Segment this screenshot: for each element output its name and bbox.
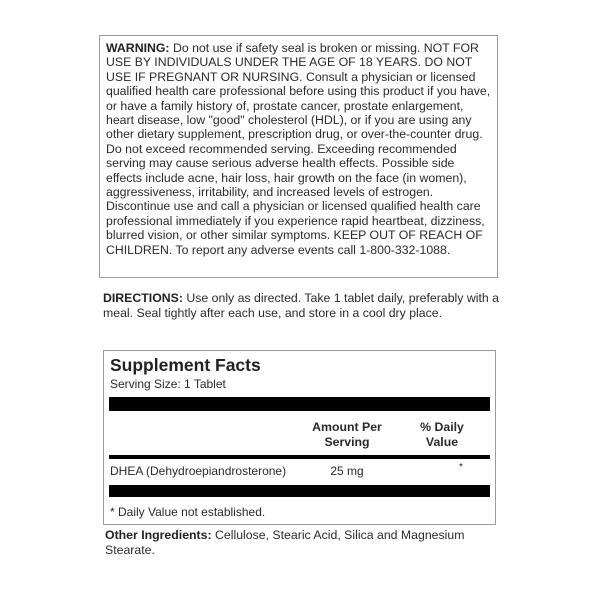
serving-size: Serving Size: 1 Tablet — [110, 377, 226, 391]
ingredient-amount: 25 mg — [330, 464, 364, 478]
other-ingredients — [105, 528, 505, 557]
amount-header-line1: Amount Per — [312, 420, 382, 434]
facts-title: Supplement Facts — [110, 355, 261, 375]
dv-header-line1: % Daily — [420, 420, 464, 434]
ingredient-daily-value: * — [459, 462, 463, 473]
amount-header-line2: Serving — [324, 435, 370, 449]
facts-divider-bar-bottom — [109, 485, 490, 497]
daily-value-header — [401, 420, 483, 450]
directions-label: DIRECTIONS: — [103, 291, 183, 305]
warning-box — [99, 35, 498, 278]
other-ingredients-text: Cellulose, Stearic Acid, Silica and Magnesium Stearate. — [105, 528, 465, 557]
ingredient-name: DHEA (Dehydroepiandrosterone) — [110, 464, 287, 478]
facts-footnote: * Daily Value not established. — [110, 505, 266, 519]
directions — [103, 291, 503, 321]
other-ingredients-label: Other Ingredients: — [105, 528, 212, 542]
warning-label: WARNING: — [106, 41, 170, 55]
amount-per-serving-header — [302, 420, 392, 450]
facts-divider-rule — [109, 455, 490, 459]
directions-text: Use only as directed. Take 1 tablet daily, preferably with a meal. Seal tightly after each use, and store in a cool dry place. — [103, 291, 499, 320]
facts-divider-bar-top — [109, 397, 490, 411]
dv-header-line2: Value — [425, 435, 459, 449]
supplement-facts-panel — [103, 350, 496, 525]
warning-text: Do not use if safety seal is broken or missing. NOT FOR USE BY INDIVIDUALS UNDER THE AGE OF 18 YEARS. DO NOT USE IF PREGNANT OR NURSING. Consult a physician or licensed qualified health care professional before using this product if you have, or have a family history of, prostate cancer, prostate enlargement, heart disease, low "good" cholesterol (HDL), or if you are using any other dietary supplement, prescription drug, or over-the-counter drug. Do not exceed recommended serving. Exceeding recommended serving may cause serious adverse health effects. Possible side effects include acne, hair loss, hair growth on the face (in women), aggressiveness, irritability, and increased levels of estrogen. Discontinue use and call a physician or licensed qualified health care professional immediately if you experience rapid heartbeat, dizziness, blurred vision, or other similar symptoms. KEEP OUT OF REACH OF CHILDREN. To report any adverse events call 1-800-332-1088. — [106, 41, 491, 257]
